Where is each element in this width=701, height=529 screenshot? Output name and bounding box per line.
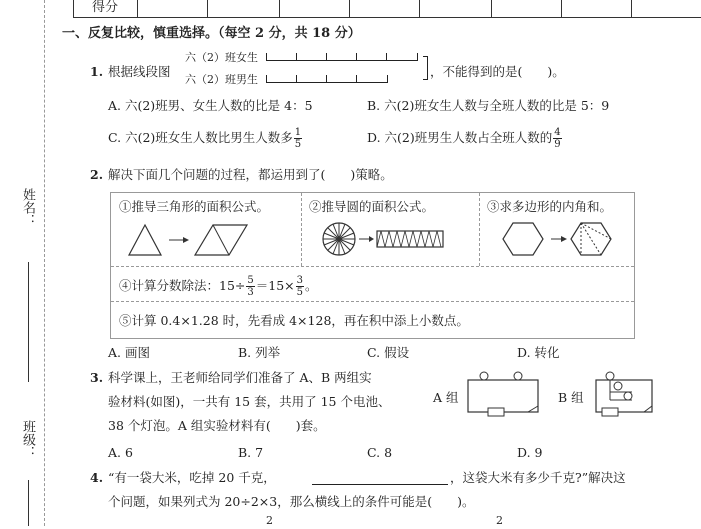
- section-title: 一、反复比较，慎重选择。（每空 2 分，共 18 分）: [62, 26, 361, 41]
- q3-number: 3.: [90, 370, 104, 385]
- q2-item-3: ③求多边形的内角和。: [487, 199, 613, 214]
- q1-option-c-text: C. 六(2)班女生人数比男生人数多: [108, 130, 293, 145]
- score-table: [73, 0, 701, 18]
- q1-option-b: B. 六(2)班女生人数与全班人数的比是 5：9: [367, 98, 610, 113]
- q4-fraction-fragment-1: 2: [266, 514, 273, 527]
- girls-segment: [266, 53, 416, 61]
- q3-line-1: 科学课上，王老师给同学们准备了 A、B 两组实: [108, 370, 372, 385]
- q2-item-2: ②推导圆的面积公式。: [309, 199, 435, 214]
- q2-item-5: ⑤计算 0.4×1.28 时，先看成 4×128，再在积中添上小数点。: [119, 313, 469, 328]
- boys-segment: [266, 75, 386, 83]
- q4-number: 4.: [90, 470, 104, 485]
- q2-option-a: A. 画图: [108, 345, 150, 360]
- q1-option-d: [367, 127, 563, 150]
- q2-item-4-fraction-1: $\frac{5}{3}$: [247, 275, 254, 298]
- binding-line: [44, 0, 45, 526]
- q1-option-d-fraction: $\frac{4}{9}$: [554, 127, 561, 150]
- q3-option-a: A. 6: [108, 445, 133, 460]
- circle-to-rectangle-diagram: [319, 221, 449, 257]
- q1-girls-label: 六（2）班女生: [185, 51, 258, 64]
- q2-item-4-fraction-2: $\frac{3}{5}$: [296, 275, 304, 298]
- q1-option-c-fraction: $\frac{1}{5}$: [294, 127, 302, 150]
- q2-number: 2.: [90, 167, 104, 182]
- segment-brace: [423, 56, 428, 80]
- q3-line-2: 验材料(如图)，一共有 15 套，共用了 15 个电池、: [108, 394, 391, 409]
- q3-option-c: C. 8: [367, 445, 393, 460]
- q4-line-1b: ，这袋大米有多少千克?”解决这: [450, 470, 626, 485]
- q3-group-a-label: A 组: [433, 390, 459, 405]
- q3-option-b: B. 7: [238, 445, 264, 460]
- q2-option-d: D. 转化: [517, 345, 560, 360]
- q3-line-3: 38 个灯泡。A 组实验材料有( )套。: [108, 418, 326, 433]
- q4-fraction-fragment-2: 2: [496, 514, 503, 527]
- q1-option-a: A. 六(2)班男、女生人数的比是 4：5: [108, 98, 313, 113]
- q1-option-d-text: D. 六(2)班男生人数占全班人数的: [367, 130, 553, 145]
- q2-item-1: ①推导三角形的面积公式。: [119, 199, 270, 214]
- group-a-circuit-diagram: [462, 368, 544, 418]
- q2-option-c: C. 假设: [367, 345, 410, 360]
- q1-stem-prefix: 根据线段图: [108, 64, 171, 79]
- q1-boys-label: 六（2）班男生: [185, 73, 258, 86]
- name-label: 姓名：: [20, 188, 35, 227]
- name-line: [28, 262, 29, 382]
- group-b-circuit-diagram: [590, 368, 660, 418]
- q4-line-1a: “有一袋大米，吃掉 20 千克，: [108, 470, 276, 485]
- q4-blank-line: [312, 484, 448, 485]
- q2-item-4: ④计算分数除法：15÷ $\frac{5}{3}$ ＝15× $\frac{3}{5}$ 。: [119, 275, 318, 298]
- q3-group-b-label: B 组: [558, 390, 584, 405]
- triangle-to-parallelogram-diagram: [125, 219, 255, 259]
- q1-number: 1.: [90, 64, 104, 79]
- q1-option-c: [108, 127, 303, 150]
- q2-stem: 解决下面几个问题的过程，都运用到了( )策略。: [108, 167, 393, 182]
- q1-stem-suffix: ，不能得到的是( )。: [430, 64, 565, 79]
- hexagon-divided-diagram: [501, 219, 621, 259]
- score-label: 得分: [92, 0, 119, 15]
- q2-examples-box: [110, 192, 635, 339]
- class-line: [28, 480, 29, 526]
- q4-line-2: 个问题，如果列式为 20÷2×3，那么横线上的条件可能是( )。: [108, 494, 475, 509]
- q3-option-d: D. 9: [517, 445, 543, 460]
- q2-option-b: B. 列举: [238, 345, 281, 360]
- class-label: 班级：: [20, 420, 35, 459]
